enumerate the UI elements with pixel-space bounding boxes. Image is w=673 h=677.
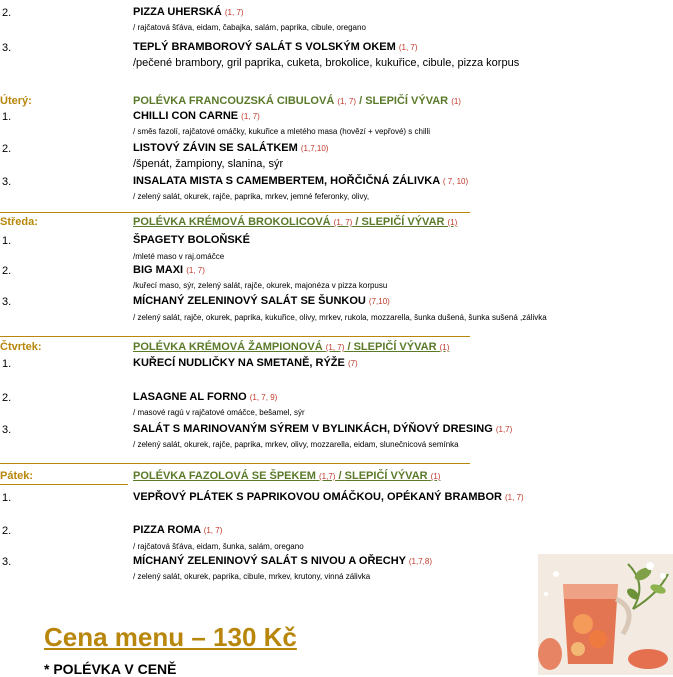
drink-illustration [538, 554, 673, 675]
drink-photo [538, 554, 673, 675]
dish-name: MÍCHANÝ ZELENINOVÝ SALÁT SE ŠUNKOU (7,10) [133, 295, 390, 307]
item-number: 1. [2, 235, 12, 247]
soup-line-friday: POLÉVKA FAZOLOVÁ SE ŠPEKEM (1,7) / SLEPIČÍ VÝVAR (1) [133, 470, 441, 482]
item-number: 3. [2, 424, 12, 436]
item-number: 1. [2, 492, 12, 504]
dish-description: / zelený salát, rajče, okurek, paprika, kukuřice, olivy, mrkev, rukola, mozzarella, šunka dušená, šunka sušená ,zálivka [133, 313, 547, 322]
dish-name: LASAGNE AL FORNO (1, 7, 9) [133, 391, 278, 403]
dish-description: / rajčatová šťáva, eidam, šunka, salám, oregano [133, 542, 304, 551]
dish-description: /špenát, žampiony, slanina, sýr [133, 158, 284, 170]
dish-name: VEPŘOVÝ PLÁTEK S PAPRIKOVOU OMÁČKOU, OPÉKANÝ BRAMBOR (1, 7) [133, 491, 524, 503]
dish-description: / zelený salát, okurek, rajče, paprika, mrkev, jemné feferonky, olivy, [133, 192, 370, 201]
dish-name: ŠPAGETY BOLOŇSKÉ [133, 234, 250, 246]
item-number: 3. [2, 296, 12, 308]
day-divider [0, 463, 470, 464]
dish-name: BIG MAXI (1, 7) [133, 264, 205, 276]
menu-price: Cena menu – 130 Kč [44, 622, 297, 652]
dish-name: PIZZA UHERSKÁ (1, 7) [133, 6, 244, 18]
dish-description: /pečené brambory, gril paprika, cuketa, brokolice, kukuřice, cibule, pizza korpus [133, 57, 520, 69]
day-label-tuesday: Úterý: [0, 95, 32, 107]
item-number: 2. [2, 392, 12, 404]
dish-description: / rajčatová šťáva, eidam, čabajka, salám, paprika, cibule, oregano [133, 23, 366, 32]
day-label-friday: Pátek: [0, 470, 34, 482]
dish-name: KUŘECÍ NUDLIČKY NA SMETANĚ, RÝŽE (7) [133, 357, 358, 369]
item-number: 2. [2, 525, 12, 537]
dish-description: /kuřecí maso, sýr, zelený salát, rajče, okurek, majonéza v pizza korpusu [133, 281, 388, 290]
dish-name: INSALATA MISTA S CAMEMBERTEM, HOŘČIČNÁ ZÁLIVKA ( 7, 10) [133, 175, 469, 187]
day-label-thursday: Čtvrtek: [0, 341, 42, 353]
soup-line-thursday: POLÉVKA KRÉMOVÁ ŽAMPIONOVÁ (1, 7) / SLEPIČÍ VÝVAR (1) [133, 341, 450, 353]
item-number: 3. [2, 42, 12, 54]
item-number: 2. [2, 143, 12, 155]
item-number: 1. [2, 111, 12, 123]
item-number: 2. [2, 7, 12, 19]
dish-description: / masové ragú v rajčatové omáčce, bešamel, sýr [133, 408, 305, 417]
dish-description: / zelený salát, okurek, rajče, paprika, mrkev, olivy, mozzarella, eidam, slunečnicová semínka [133, 440, 459, 449]
day-label-wednesday: Středa: [0, 216, 38, 228]
dish-name: LISTOVÝ ZÁVIN SE SALÁTKEM (1,7,10) [133, 142, 329, 154]
dish-description: / zelený salát, okurek, paprika, cibule, mrkev, krutony, vinná zálivka [133, 572, 371, 581]
soup-included-note: * POLÉVKA V CENĚ [44, 661, 177, 677]
dish-name: SALÁT S MARINOVANÝM SÝREM V BYLINKÁCH, DÝŇOVÝ DRESING (1,7) [133, 423, 513, 435]
day-divider [0, 336, 470, 337]
soup-line-wednesday: POLÉVKA KRÉMOVÁ BROKOLICOVÁ (1, 7) / SLEPIČÍ VÝVAR (1) [133, 216, 458, 228]
soup-line-tuesday: POLÉVKA FRANCOUZSKÁ CIBULOVÁ (1, 7) / SLEPIČÍ VÝVAR (1) [133, 95, 461, 107]
dish-description: /mleté maso v raj.omáčce [133, 252, 225, 261]
item-number: 1. [2, 358, 12, 370]
day-divider [0, 212, 470, 213]
item-number: 3. [2, 176, 12, 188]
item-number: 3. [2, 556, 12, 568]
dish-name: CHILLI CON CARNE (1, 7) [133, 110, 260, 122]
dish-name: PIZZA ROMA (1, 7) [133, 524, 223, 536]
dish-description: / směs fazolí, rajčatové omáčky, kukuřice a mletého masa (hovězí + vepřové) s chilli [133, 127, 431, 136]
dish-name: TEPLÝ BRAMBOROVÝ SALÁT S VOLSKÝM OKEM (1, 7) [133, 41, 418, 53]
dish-name: MÍCHANÝ ZELENINOVÝ SALÁT S NIVOU A OŘECHY (1,7,8) [133, 555, 432, 567]
day-divider [0, 484, 128, 485]
item-number: 2. [2, 265, 12, 277]
